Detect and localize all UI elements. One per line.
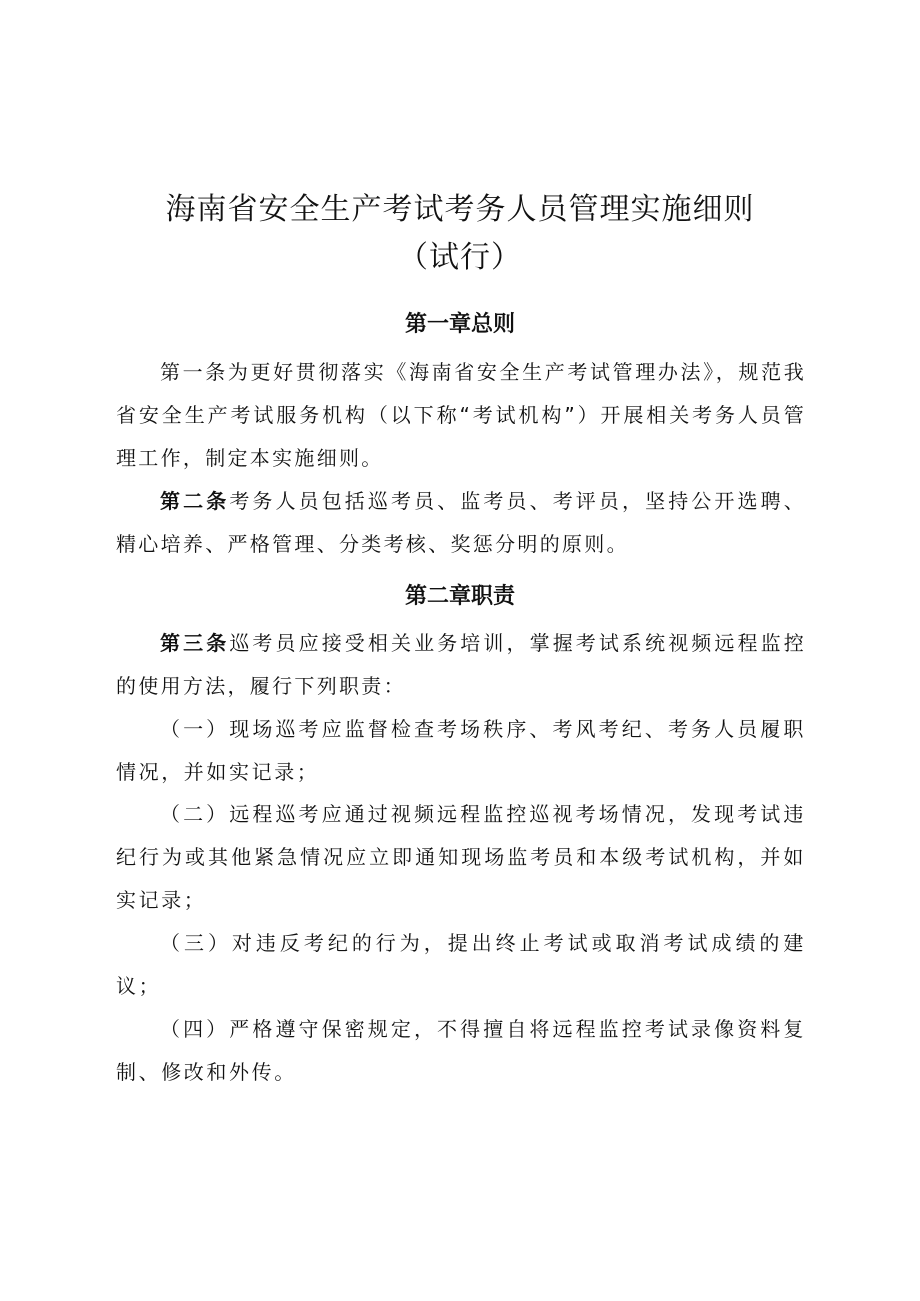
article-1-text: 第一条为更好贯彻落实《海南省安全生产考试管理办法》，规范我省安全生产考试服务机构（以下称“考试机构”）开展相关考务人员管理工作，制定本实施细则。: [116, 360, 806, 470]
article-3: [116, 622, 806, 708]
duty-item-1: （一）现场巡考应监督检查考场秩序、考风考纪、考务人员履职情况，并如实记录；: [116, 717, 806, 784]
document-subtitle: （试行）: [398, 240, 522, 275]
article-1: [116, 351, 806, 480]
chapter-1-heading: 第一章总则: [404, 312, 515, 337]
duty-item-2: （二）远程巡考应通过视频远程监控巡视考场情况，发现考试违纪行为或其他紧急情况应立即通知现场监考员和本级考试机构，并如实记录；: [116, 802, 806, 912]
article-2-text: 考务人员包括巡考员、监考员、考评员，坚持公开选聘、精心培养、严格管理、分类考核、奖惩分明的原则。: [116, 489, 807, 556]
article-2: [116, 480, 806, 566]
document-title: 海南省安全生产考试考务人员管理实施细则: [165, 192, 755, 227]
chapter-2-heading: 第二章职责: [404, 584, 515, 609]
article-2-label: 第二条: [160, 489, 230, 513]
article-3-label: 第三条: [160, 631, 230, 655]
duty-item-4: （四）严格遵守保密规定，不得擅自将远程监控考试录像资料复制、修改和外传。: [116, 1017, 806, 1084]
duty-item-3: （三）对违反考纪的行为，提出终止考试或取消考试成绩的建议；: [116, 931, 806, 998]
article-3-text: 巡考员应接受相关业务培训，掌握考试系统视频远程监控的使用方法，履行下列职责：: [116, 631, 807, 698]
